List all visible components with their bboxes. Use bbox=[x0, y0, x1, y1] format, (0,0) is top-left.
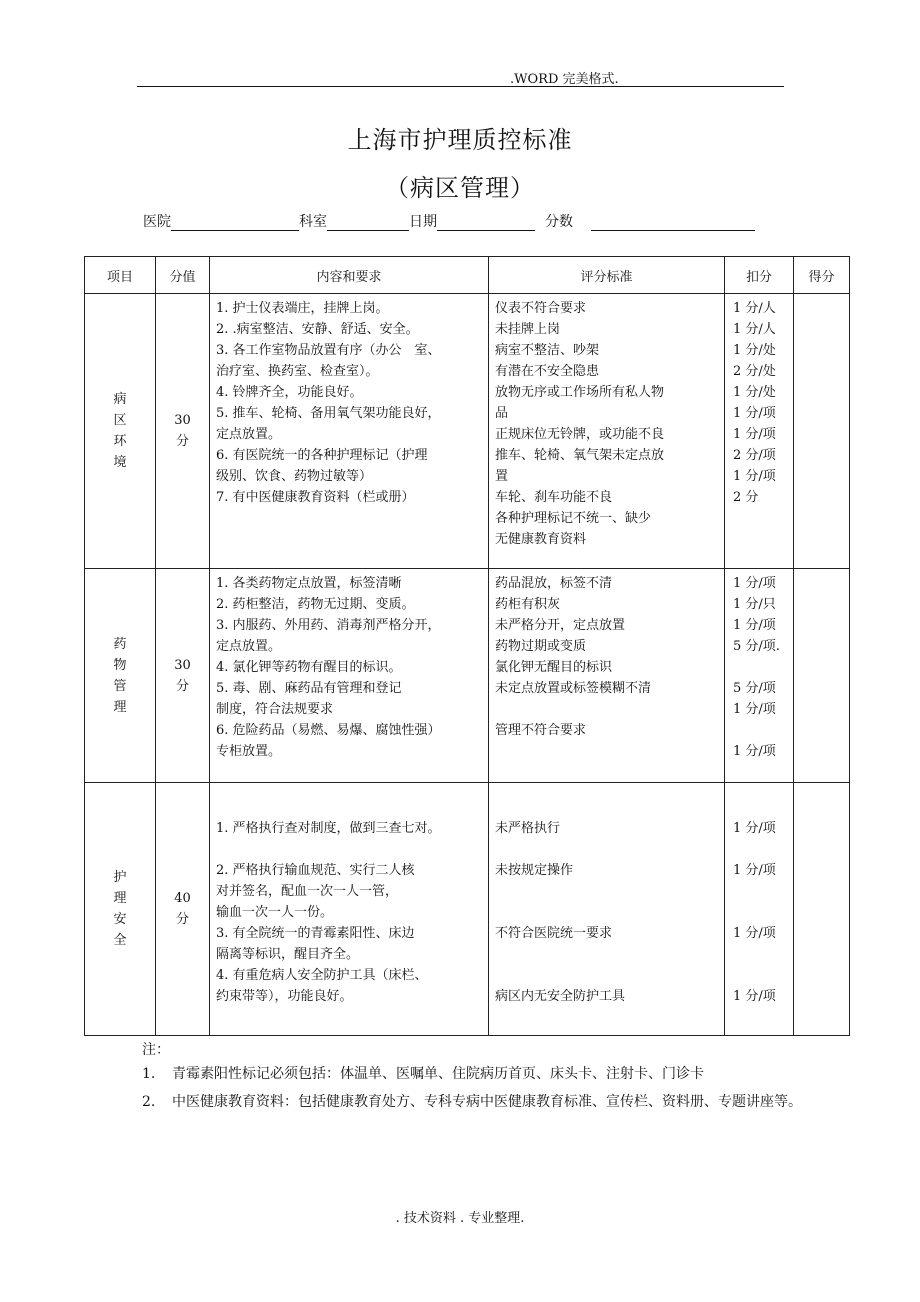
content-line: 定点放置。 bbox=[216, 639, 282, 654]
score-blank[interactable] bbox=[591, 214, 755, 231]
row-criteria-cell bbox=[489, 569, 725, 783]
content-line: 1. 严格执行查对制度，做到三查七对。 bbox=[216, 821, 441, 836]
dept-label: 科室 bbox=[299, 214, 327, 230]
row-item-cell bbox=[85, 294, 156, 569]
deduct-line bbox=[731, 720, 787, 741]
content-line: 5. 推车、轮椅、备用氧气架功能良好， bbox=[216, 406, 441, 421]
criteria-line: 置 bbox=[495, 469, 509, 484]
deduct-line: 1 分/只 bbox=[733, 597, 776, 612]
row-criteria-cell bbox=[489, 294, 725, 569]
deduct-line bbox=[731, 881, 787, 902]
table-row bbox=[85, 783, 850, 1036]
criteria-line: 仪表不符合要求 bbox=[495, 301, 587, 316]
content-line: 级别、饮食、药物过敏等） bbox=[216, 469, 373, 484]
criteria-line bbox=[495, 944, 718, 965]
header-deduct: 扣分 bbox=[725, 257, 794, 294]
document-subtitle: （病区管理） bbox=[385, 174, 535, 202]
row-content-cell bbox=[210, 294, 489, 569]
header-gain: 得分 bbox=[794, 257, 850, 294]
criteria-line bbox=[495, 797, 718, 818]
dept-blank[interactable] bbox=[327, 214, 409, 231]
row-gain-cell[interactable] bbox=[794, 294, 850, 569]
criteria-line bbox=[495, 965, 718, 986]
note-text: 中医健康教育资料：包括健康教育处方、专科专病中医健康教育标准、宣传栏、资料册、专题讲座等。 bbox=[172, 1094, 802, 1110]
criteria-line: 各种护理标记不统一、缺少 bbox=[495, 511, 652, 526]
content-line: 7. 有中医健康教育资料（栏或册） bbox=[216, 490, 415, 505]
row-item-label: 病区环境 bbox=[113, 392, 127, 470]
row-item-label: 药物管理 bbox=[113, 636, 127, 715]
deduct-line: 1 分/项 bbox=[733, 469, 776, 484]
deduct-line: 5 分/项 bbox=[733, 681, 776, 696]
deduct-line bbox=[731, 839, 787, 860]
deduct-line: 1 分/项 bbox=[733, 406, 776, 421]
content-line: 3. 内服药、外用药、消毒剂严格分开， bbox=[216, 618, 441, 633]
row-deduct-cell bbox=[725, 294, 794, 569]
note-item bbox=[142, 1090, 802, 1114]
row-item-cell bbox=[85, 569, 156, 783]
document-header: .WORD 完美格式. bbox=[510, 72, 619, 87]
row-score-value: 40分 bbox=[174, 891, 191, 927]
criteria-line: 不符合医院统一要求 bbox=[495, 926, 613, 941]
content-line: 6. 危险药品（易燃、易爆、腐蚀性强） bbox=[216, 723, 441, 738]
content-line: 3. 各工作室物品放置有序（办公 室、 bbox=[216, 343, 441, 358]
criteria-line: 氯化钾无醒目的标识 bbox=[495, 660, 613, 675]
row-deduct-cell bbox=[725, 783, 794, 1036]
content-line: 对并签名，配血一次一人一管， bbox=[216, 884, 399, 899]
content-line: 制度，符合法规要求 bbox=[216, 702, 334, 717]
table-row bbox=[85, 294, 850, 569]
date-blank[interactable] bbox=[437, 214, 535, 231]
deduct-line bbox=[731, 797, 787, 818]
criteria-line: 药柜有积灰 bbox=[495, 597, 561, 612]
content-line: 专柜放置。 bbox=[216, 744, 282, 759]
content-line: 1. 各类药物定点放置，标签清晰 bbox=[216, 576, 402, 591]
content-line: 2. .病室整洁、安静、舒适、安全。 bbox=[216, 322, 419, 337]
content-line: 1. 护士仪表端庄，挂牌上岗。 bbox=[216, 301, 389, 316]
score-label: 分数 bbox=[545, 214, 573, 230]
content-line: 约束带等），功能良好。 bbox=[216, 989, 353, 1004]
deduct-line: 1 分/项 bbox=[733, 427, 776, 442]
deduct-line: 1 分/项 bbox=[733, 863, 776, 878]
header-content: 内容和要求 bbox=[210, 257, 489, 294]
criteria-line: 未严格执行 bbox=[495, 821, 561, 836]
criteria-line: 病室不整洁、吵架 bbox=[495, 343, 600, 358]
criteria-line: 药物过期或变质 bbox=[495, 639, 587, 654]
row-score-value: 30分 bbox=[174, 657, 191, 694]
row-score-cell bbox=[156, 783, 210, 1036]
content-line: 4. 氯化钾等药物有醒目的标识。 bbox=[216, 660, 402, 675]
criteria-line: 未按规定操作 bbox=[495, 863, 574, 878]
row-criteria-cell bbox=[489, 783, 725, 1036]
deduct-line: 2 分 bbox=[733, 490, 759, 505]
row-content-cell bbox=[210, 783, 489, 1036]
row-deduct-cell bbox=[725, 569, 794, 783]
content-line: 2. 药柜整洁，药物无过期、变质。 bbox=[216, 597, 415, 612]
content-line: 隔离等标识，醒目齐全。 bbox=[216, 947, 360, 962]
deduct-line: 1 分/处 bbox=[733, 343, 776, 358]
content-line bbox=[216, 839, 482, 860]
note-number: 1. bbox=[142, 1066, 156, 1082]
row-item-label: 护理安全 bbox=[113, 870, 127, 948]
criteria-line: 放物无序或工作场所有私人物 bbox=[495, 385, 665, 400]
deduct-line bbox=[731, 902, 787, 923]
row-score-cell bbox=[156, 294, 210, 569]
deduct-line: 1 分/项 bbox=[733, 576, 776, 591]
row-score-cell bbox=[156, 569, 210, 783]
table-header-row bbox=[85, 257, 850, 294]
criteria-line: 正规床位无铃牌，或功能不良 bbox=[495, 427, 665, 442]
row-score-value: 30分 bbox=[174, 413, 191, 449]
deduct-line: 2 分/项 bbox=[733, 448, 776, 463]
criteria-line: 车轮、刹车功能不良 bbox=[495, 490, 613, 505]
content-line: 治疗室、换药室、检查室）。 bbox=[216, 364, 379, 379]
deduct-line: 1 分/项 bbox=[733, 702, 776, 717]
content-line: 定点放置。 bbox=[216, 427, 282, 442]
content-line: 2. 严格执行输血规范、实行二人核 bbox=[216, 863, 415, 878]
deduct-line bbox=[731, 944, 787, 965]
criteria-line: 病区内无安全防护工具 bbox=[495, 989, 626, 1004]
deduct-line: 1 分/项 bbox=[733, 744, 776, 759]
hospital-label: 医院 bbox=[143, 214, 171, 230]
criteria-line: 无健康教育资料 bbox=[495, 532, 587, 547]
header-divider bbox=[137, 86, 784, 87]
content-line: 4. 有重危病人安全防护工具（床栏、 bbox=[216, 968, 428, 983]
notes-label: 注： bbox=[142, 1042, 170, 1058]
header-item: 项目 bbox=[85, 257, 156, 294]
criteria-line: 未挂牌上岗 bbox=[495, 322, 561, 337]
content-line: 4. 铃牌齐全，功能良好。 bbox=[216, 385, 363, 400]
content-line: 输血一次一人一份。 bbox=[216, 905, 334, 920]
row-content-cell bbox=[210, 569, 489, 783]
meta-fields bbox=[143, 211, 755, 231]
deduct-line: 2 分/处 bbox=[733, 364, 776, 379]
content-line: 5. 毒、剧、麻药品有管理和登记 bbox=[216, 681, 402, 696]
hospital-blank[interactable] bbox=[171, 214, 299, 231]
deduct-line: 5 分/项. bbox=[733, 639, 780, 654]
deduct-line: 1 分/处 bbox=[733, 385, 776, 400]
deduct-line: 1 分/人 bbox=[733, 322, 776, 337]
notes-section bbox=[142, 1038, 802, 1114]
criteria-line: 推车、轮椅、氧气架未定点放 bbox=[495, 448, 665, 463]
row-item-cell bbox=[85, 783, 156, 1036]
note-item bbox=[142, 1062, 802, 1086]
row-gain-cell[interactable] bbox=[794, 569, 850, 783]
criteria-line: 药品混放，标签不清 bbox=[495, 576, 613, 591]
note-number: 2. bbox=[142, 1094, 156, 1110]
table-row bbox=[85, 569, 850, 783]
deduct-line bbox=[731, 657, 787, 678]
header-criteria: 评分标准 bbox=[489, 257, 725, 294]
quality-control-table bbox=[84, 256, 850, 1036]
date-label: 日期 bbox=[409, 214, 437, 230]
document-title: 上海市护理质控标准 bbox=[347, 126, 573, 154]
criteria-line: 品 bbox=[495, 406, 509, 421]
content-line: 6. 有医院统一的各种护理标记（护理 bbox=[216, 448, 428, 463]
criteria-line: 有潜在不安全隐患 bbox=[495, 364, 600, 379]
criteria-line bbox=[495, 902, 718, 923]
criteria-line: 未定点放置或标签模糊不清 bbox=[495, 681, 652, 696]
deduct-line: 1 分/项 bbox=[733, 618, 776, 633]
deduct-line: 1 分/项 bbox=[733, 989, 776, 1004]
deduct-line: 1 分/项 bbox=[733, 821, 776, 836]
document-footer: . 技术资料 . 专业整理. bbox=[395, 1211, 525, 1226]
content-line: 3. 有全院统一的青霉素阳性、床边 bbox=[216, 926, 415, 941]
deduct-line bbox=[731, 965, 787, 986]
criteria-line: 管理不符合要求 bbox=[495, 723, 587, 738]
criteria-line bbox=[495, 881, 718, 902]
criteria-line: 未严格分开，定点放置 bbox=[495, 618, 626, 633]
deduct-line: 1 分/项 bbox=[733, 926, 776, 941]
row-gain-cell[interactable] bbox=[794, 783, 850, 1036]
criteria-line bbox=[495, 839, 718, 860]
content-line bbox=[216, 797, 482, 818]
header-score: 分值 bbox=[156, 257, 210, 294]
criteria-line bbox=[495, 699, 718, 720]
note-text: 青霉素阳性标记必须包括：体温单、医嘱单、住院病历首页、床头卡、注射卡、门诊卡 bbox=[172, 1066, 704, 1082]
deduct-line: 1 分/人 bbox=[733, 301, 776, 316]
